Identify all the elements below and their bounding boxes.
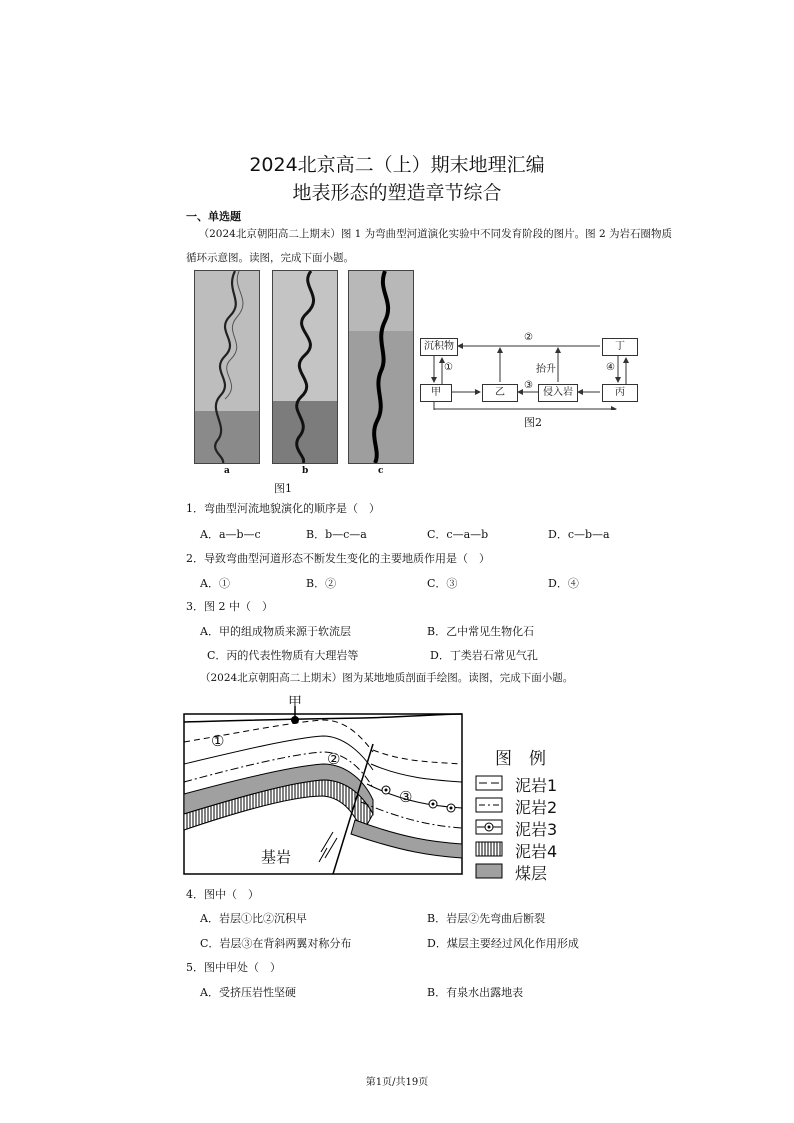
question-4-stem: 4．图中（ ） <box>186 888 259 901</box>
figure-2-caption: 图2 <box>524 416 542 429</box>
intro-text-1 <box>186 222 758 270</box>
intro-line-2: 循环示意图。读图，完成下面小题。 <box>186 252 354 264</box>
q4-option-b: B．岩层②先弯曲后断裂 <box>427 912 546 925</box>
photo-label-a: a <box>224 466 230 476</box>
node-intrusive: 侵入岩 <box>538 384 578 402</box>
photo-label-b: b <box>302 466 309 476</box>
river-photo-a <box>194 270 260 464</box>
q3-option-b: B．乙中常见生物化石 <box>427 625 535 638</box>
photo-label-c: c <box>378 466 384 476</box>
legend-item-3: 泥岩3 <box>515 820 558 839</box>
node-bing: 丙 <box>602 384 638 402</box>
q4-option-c: C．岩层③在背斜两翼对称分布 <box>200 937 352 950</box>
page-footer: 第1页/共19页 <box>365 1077 429 1088</box>
q4-option-d: D．煤层主要经过风化作用形成 <box>427 937 579 950</box>
label-circle-2: ② <box>524 332 533 343</box>
figure-2 <box>420 330 640 430</box>
q1-option-c: C．c—a—b <box>427 528 489 541</box>
question-2-stem: 2．导致弯曲型河道形态不断发生变化的主要地质作用是（ ） <box>186 552 490 565</box>
legend-title: 图 例 <box>495 749 546 769</box>
label-circle-1: ① <box>444 362 453 373</box>
q5-option-a: A．受挤压岩性坚硬 <box>200 986 296 999</box>
node-jia: 甲 <box>420 384 452 402</box>
river-photo-c <box>348 270 414 464</box>
q3-option-d: D．丁类岩石常见气孔 <box>430 649 538 662</box>
legend <box>475 744 583 883</box>
legend-item-4: 泥岩4 <box>515 842 558 861</box>
bedrock-label: 基岩 <box>261 848 292 866</box>
document-title: 2024北京高二（上）期末地理汇编 <box>249 154 545 176</box>
q1-option-b: B．b—c—a <box>306 528 367 541</box>
legend-item-2: 泥岩2 <box>515 798 558 817</box>
node-sediment: 沉积物 <box>420 338 458 356</box>
intro-text-2: （2024北京朝阳高二上期末）图为某地地质剖面手绘图。读图，完成下面小题。 <box>200 672 574 684</box>
q3-option-c: C．丙的代表性物质有大理岩等 <box>207 649 359 662</box>
layer-label-3: ③ <box>399 788 413 806</box>
layer-label-1: ① <box>211 732 225 750</box>
point-jia-label: 甲 <box>288 695 302 711</box>
question-5-stem: 5．图中甲处（ ） <box>186 961 281 974</box>
layer-label-2: ② <box>327 750 341 768</box>
q1-option-a: A．a—b—c <box>200 528 261 541</box>
legend-swatches <box>475 774 505 884</box>
label-circle-3: ③ <box>524 380 533 391</box>
figure-1 <box>194 270 414 498</box>
figure-1-caption: 图1 <box>274 482 292 495</box>
q2-option-a: A．① <box>200 577 230 590</box>
document-subtitle: 地表形态的塑造章节综合 <box>292 182 502 204</box>
q1-option-d: D．c—b—a <box>548 528 610 541</box>
section-heading: 一、单选题 <box>186 210 241 223</box>
q2-option-d: D．④ <box>548 577 579 590</box>
question-3-stem: 3．图 2 中（ ） <box>186 600 273 613</box>
q2-option-c: C．③ <box>427 577 458 590</box>
q5-option-b: B．有泉水出露地表 <box>427 986 524 999</box>
label-uplift: 抬升 <box>536 364 556 375</box>
figure-3 <box>183 692 583 883</box>
legend-item-1: 泥岩1 <box>515 776 558 795</box>
cross-section <box>183 692 465 877</box>
intro-line-1: （2024北京朝阳高二上期末）图 1 为弯曲型河道演化实验中不同发育阶段的图片。图 2 为岩石圈物质 <box>198 228 673 240</box>
question-1-stem: 1．弯曲型河流地貌演化的顺序是（ ） <box>186 502 380 515</box>
q4-option-a: A．岩层①比②沉积早 <box>200 912 307 925</box>
node-ding: 丁 <box>602 338 638 356</box>
river-photo-b <box>272 270 338 464</box>
q2-option-b: B．② <box>306 577 337 590</box>
q3-option-a: A．甲的组成物质来源于软流层 <box>200 625 351 638</box>
label-circle-4: ④ <box>606 362 615 373</box>
legend-item-5: 煤层 <box>515 864 548 883</box>
node-yi: 乙 <box>482 384 518 402</box>
